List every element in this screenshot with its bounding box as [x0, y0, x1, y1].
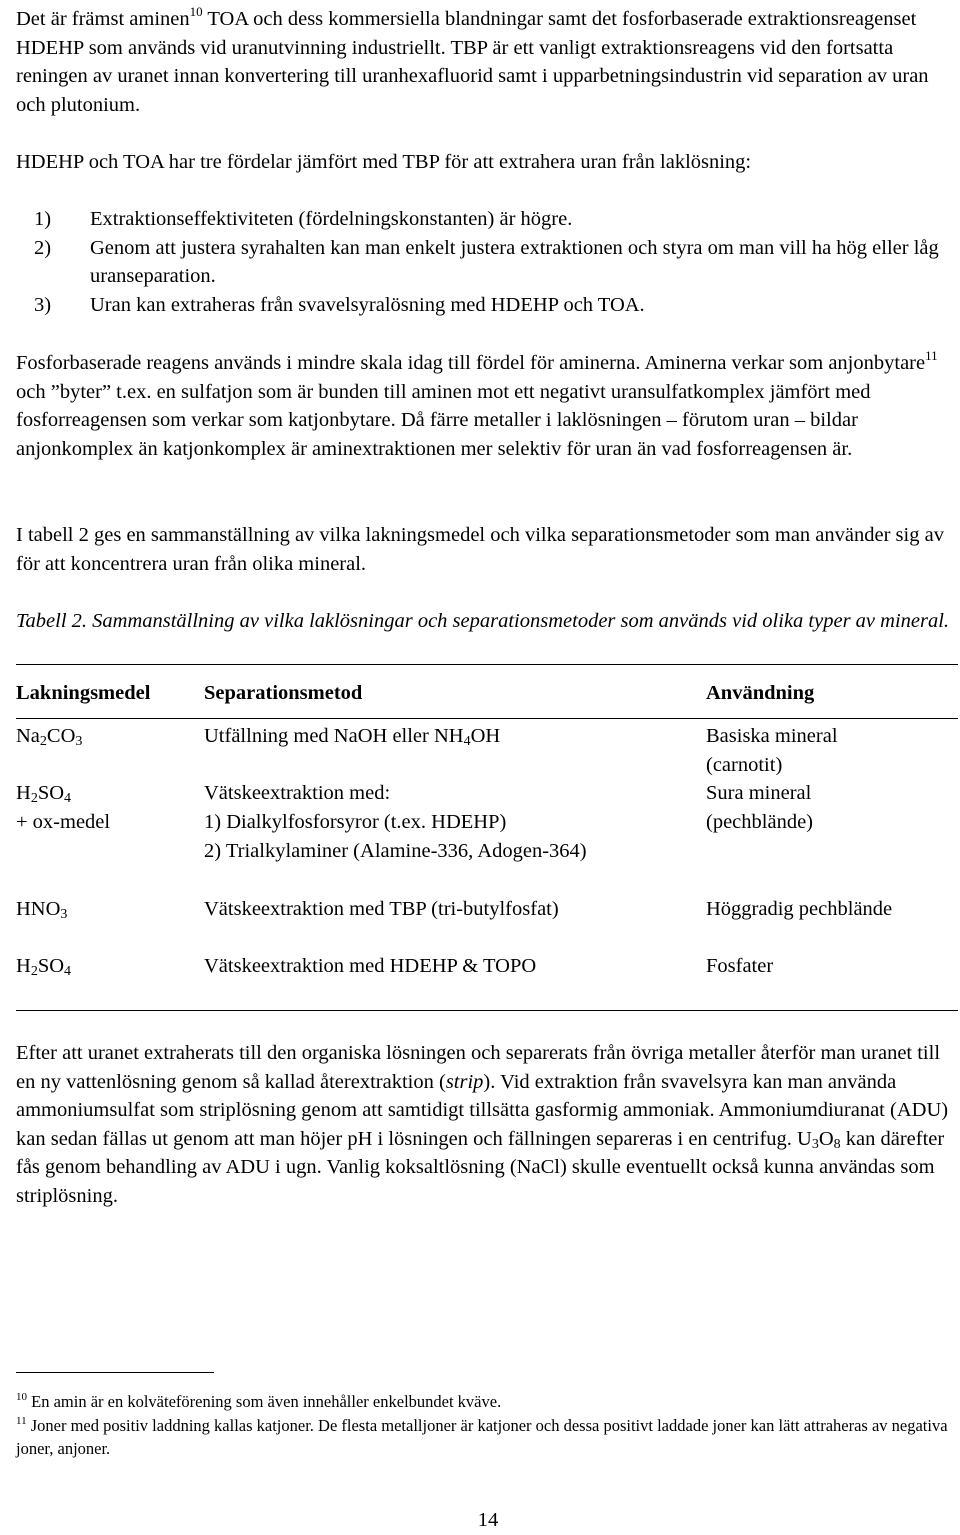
cell-usage: Basiska mineral: [706, 725, 838, 747]
advantages-list: [16, 205, 956, 319]
cell-usage: Fosfater: [706, 955, 774, 977]
cell-usage-line2: (carnotit): [706, 754, 783, 776]
footnote-text: En amin är en kolväteförening som även innehåller enkelbundet kväve.: [27, 1392, 502, 1411]
table-bottom-rule: [16, 1010, 958, 1011]
cell-leaching-agent: $H_2SO_4$: [16, 782, 72, 806]
intro-text-cont: TOA och dess kommersiella blandningar samt det fosforbaserade extraktionsreagenset HDEHP som används vid uranutvinning industriellt. TBP är ett vanligt extraktionsreagens vid den fortsatta reningen av uranet innan konvertering till uranhexafluorid samt i upparbetningsindustrin vid separation av uran och plutonium.: [16, 8, 929, 116]
footnote-ref-10: 10: [189, 4, 203, 19]
strip-term: strip: [445, 1070, 484, 1093]
cell-leaching-agent-line2: + ox-medel: [16, 811, 111, 833]
advantages-intro: HDEHP och TOA har tre fördelar jämfört med TBP för att extrahera uran från laklösning:: [16, 151, 752, 173]
list-item: [16, 291, 956, 320]
footnote-number: 11: [16, 1415, 27, 1427]
list-text: Extraktionseffektiviteten (fördelningskonstanten) är högre.: [90, 208, 573, 230]
list-number: 2): [34, 236, 52, 259]
footnote-text: Joner med positiv laddning kallas katjoner. De flesta metalljoner är katjoner och dessa positivt laddade joner kan lätt attraheras av negativa joner, anjoner.: [16, 1416, 948, 1458]
strip-paragraph: Efter att uranet extraherats till den organiska lösningen och separerats från övriga metaller återför man uranet till en ny vattenlösning genom så kallad återextraktion (strip). Vid extraktion från svavelsyra kan man använda ammoniumsulfat som striplösning genom att samtidigt tillsätta gasformig ammoniak. Ammoniumdiuranat (ADU) kan sedan fällas ut genom att man höjer pH i lösningen och fällningen separeras i en centrifug. $U_3O_8$ kan därefter fås genom behandling av ADU i ugn. Vanlig koksaltlösning (NaCl) skulle eventuellt också kunna användas som striplösning.: [16, 1042, 949, 1207]
header-anvandning: Användning: [706, 682, 815, 704]
table-top-rule: [16, 664, 958, 665]
table-intro-paragraph: I tabell 2 ges en sammanställning av vilka lakningsmedel och vilka separationsmetoder som man använder sig av för att koncentrera uran från olika mineral.: [16, 524, 944, 575]
cell-usage: Höggradig pechblände: [706, 898, 893, 920]
cell-method-line3: 2) Trialkylaminer (Alamine-336, Adogen-364): [204, 840, 587, 862]
cell-method: Utfällning med NaOH eller $NH_4OH$: [204, 725, 501, 749]
footnote-11: [16, 1414, 956, 1460]
list-number: 3): [34, 293, 52, 316]
intro-text: Det är främst aminen: [16, 8, 190, 30]
cell-usage-line2: (pechblände): [706, 811, 813, 833]
cell-leaching-agent: $Na_2CO_3$: [16, 725, 83, 749]
list-item: [16, 234, 956, 291]
cell-method: Vätskeextraktion med HDEHP & TOPO: [204, 955, 537, 977]
list-number: 1): [34, 208, 52, 230]
footnote-separator: [16, 1372, 214, 1373]
footnote-ref-11: 11: [925, 348, 938, 363]
list-text: Genom att justera syrahalten kan man enkelt justera extraktionen och styra om man vill ha hög eller låg uranseparation.: [90, 236, 939, 287]
cell-usage: Sura mineral: [706, 782, 812, 804]
phosphorus-text: Fosforbaserade reagens används i mindre skala idag till fördel för aminerna. Aminerna verkar som anjonbytare: [16, 352, 926, 374]
phosphorus-text-cont: och ”byter” t.ex. en sulfatjon som är bunden till aminen mot ett negativt uransulfatkomplex jämfört med fosforreagensen som verkar som katjonbytare. Då färre metaller i laklösningen – förutom uran – bildar anjonkomplex än katjonkomplex är aminextraktionen mer selektiv för uran än vad fosforreagensen är.: [16, 380, 871, 460]
cell-leaching-agent: $HNO_3$: [16, 898, 68, 922]
cell-method: Vätskeextraktion med TBP (tri-butylfosfat): [204, 898, 559, 920]
list-item: [16, 205, 956, 234]
header-lakningsmedel: Lakningsmedel: [16, 682, 151, 704]
phosphorus-paragraph: [16, 349, 956, 463]
intro-paragraph: [16, 5, 956, 119]
footnote-10: [16, 1390, 956, 1413]
header-separationsmetod: Separationsmetod: [204, 682, 363, 704]
cell-method-line2: 1) Dialkylfosforsyror (t.ex. HDEHP): [204, 811, 507, 833]
footnote-number: 10: [16, 1391, 27, 1403]
cell-leaching-agent: $H_2SO_4$: [16, 955, 72, 979]
table-caption: Tabell 2. Sammanställning av vilka laklösningar och separationsmetoder som används vid olika typer av mineral.: [16, 610, 950, 632]
cell-method: Vätskeextraktion med:: [204, 782, 391, 804]
table-header-rule: [16, 718, 958, 719]
page-number: 14: [477, 1509, 499, 1531]
list-text: Uran kan extraheras från svavelsyralösning med HDEHP och TOA.: [90, 293, 645, 316]
